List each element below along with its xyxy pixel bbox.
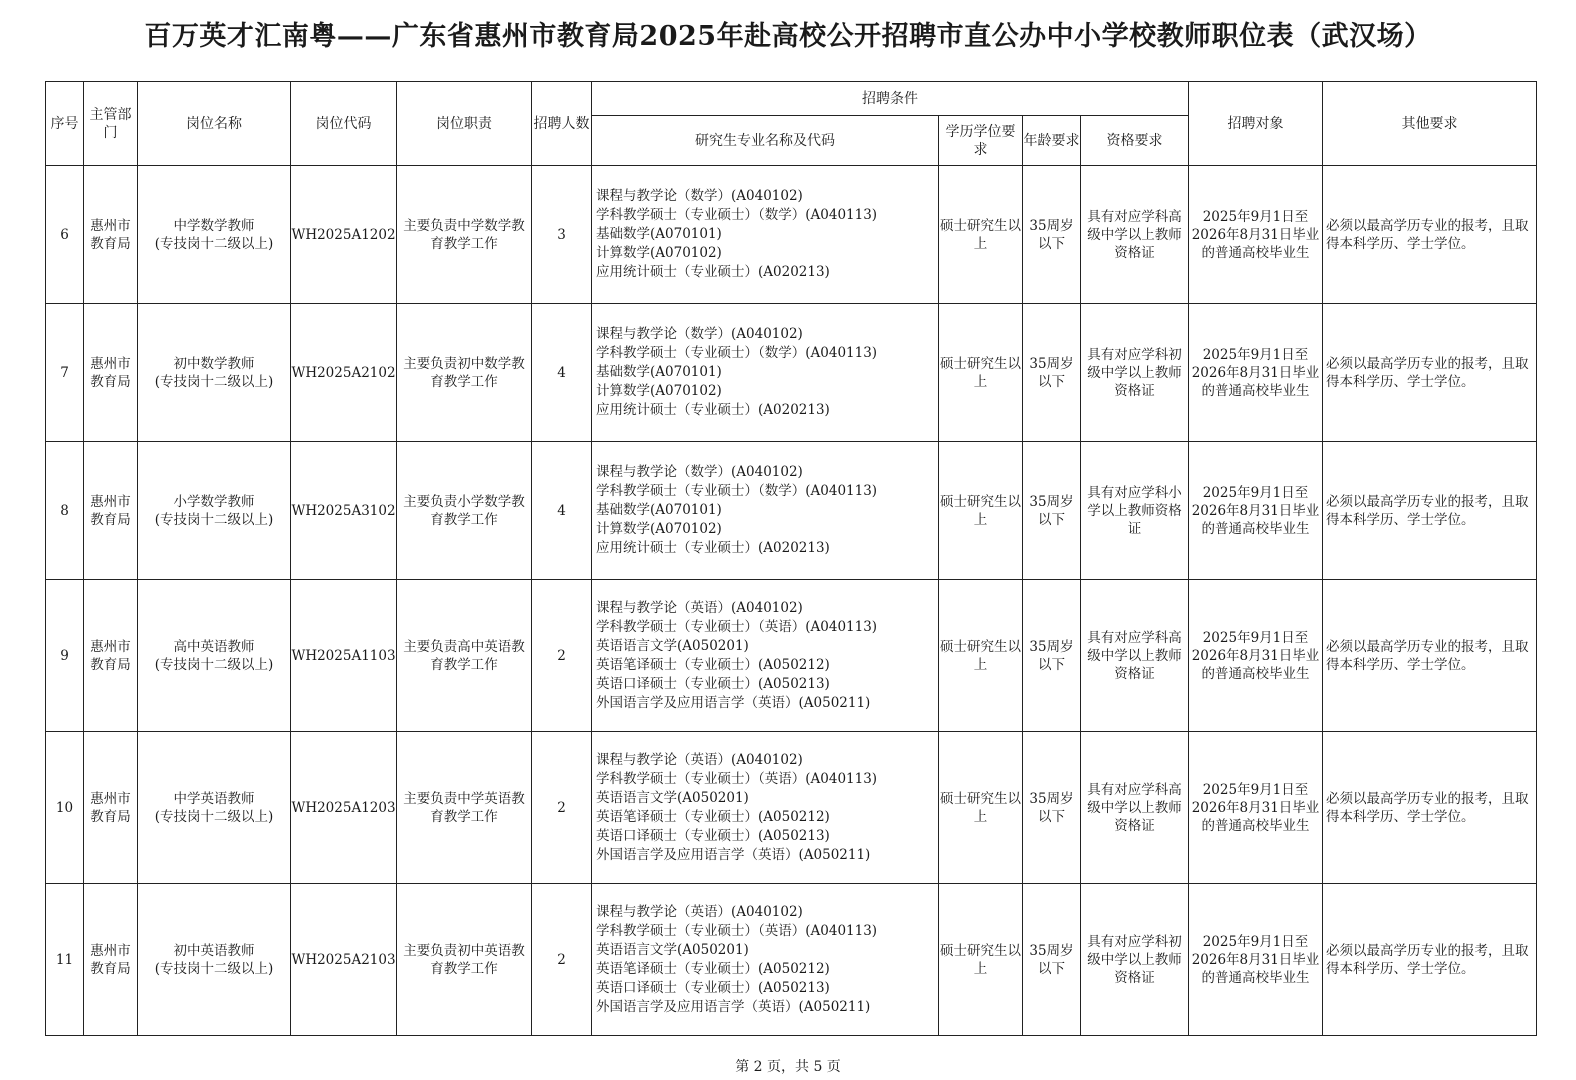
major-item: 学科教学硕士（专业硕士）（数学）(A040113) [596, 483, 878, 499]
major-item: 学科教学硕士（专业硕士）（数学）(A040113) [596, 345, 878, 361]
major-item: 学科教学硕士（专业硕士）（数学）(A040113) [596, 207, 878, 223]
positions-table [45, 81, 1537, 1036]
major-item: 英语笔译硕士（专业硕士）(A050212) [596, 656, 830, 673]
document-title: 百万英才汇南粤——广东省惠州市教育局2025年赴高校公开招聘市直公办中小学校教师职位表（武汉场） [144, 21, 1432, 52]
department-cell: 惠州市教育局 [84, 732, 138, 884]
major-item: 英语笔译硕士（专业硕士）(A050212) [596, 960, 830, 977]
header-seq: 序号 [46, 82, 84, 166]
seq-cell: 11 [46, 884, 84, 1036]
position-code-cell: WH2025A1203 [291, 732, 397, 884]
seq-cell: 6 [46, 166, 84, 304]
header-education: 学历学位要求 [939, 116, 1023, 166]
position-code-cell: WH2025A1202 [291, 166, 397, 304]
major-item: 应用统计硕士（专业硕士）(A020213) [596, 264, 830, 280]
education-cell: 硕士研究生以上 [939, 580, 1023, 732]
position-name-cell [138, 732, 291, 884]
age-cell: 35周岁以下 [1023, 580, 1081, 732]
age-cell: 35周岁以下 [1023, 304, 1081, 442]
seq-cell: 10 [46, 732, 84, 884]
position-title: 初中英语教师 [173, 942, 255, 959]
major-item: 英语语言文学(A050201) [596, 637, 749, 654]
position-name-cell [138, 166, 291, 304]
education-cell: 硕士研究生以上 [939, 442, 1023, 580]
position-code-cell: WH2025A2103 [291, 884, 397, 1036]
department-cell: 惠州市教育局 [84, 884, 138, 1036]
majors-cell [592, 884, 939, 1036]
education-cell: 硕士研究生以上 [939, 304, 1023, 442]
table-row [46, 884, 1537, 1036]
qualification-cell: 具有对应学科小学以上教师资格证 [1081, 442, 1189, 580]
target-cell: 2025年9月1日至2026年8月31日毕业的普通高校毕业生 [1189, 166, 1323, 304]
major-item: 课程与教学论（数学）(A040102) [596, 326, 803, 342]
major-item: 计算数学(A070102) [596, 245, 722, 261]
department-cell: 惠州市教育局 [84, 580, 138, 732]
position-title: 高中英语教师 [173, 638, 255, 655]
major-item: 基础数学(A070101) [596, 364, 722, 380]
seq-cell: 8 [46, 442, 84, 580]
position-title: 初中数学教师 [173, 355, 255, 372]
majors-cell [592, 580, 939, 732]
major-item: 英语口译硕士（专业硕士）(A050213) [596, 827, 830, 844]
major-item: 应用统计硕士（专业硕士）(A020213) [596, 540, 830, 556]
major-item: 外国语言学及应用语言学（英语）(A050211) [596, 694, 871, 711]
major-item: 英语笔译硕士（专业硕士）(A050212) [596, 808, 830, 825]
position-title: 中学英语教师 [173, 790, 255, 807]
seq-cell: 7 [46, 304, 84, 442]
header-conditions: 招聘条件 [592, 82, 1189, 116]
header-target: 招聘对象 [1189, 82, 1323, 166]
majors-cell [592, 166, 939, 304]
position-level: (专技岗十二级以上) [154, 656, 274, 673]
header-age: 年龄要求 [1023, 116, 1081, 166]
major-item: 学科教学硕士（专业硕士）（英语）(A040113) [596, 922, 878, 939]
age-cell: 35周岁以下 [1023, 732, 1081, 884]
department-cell: 惠州市教育局 [84, 442, 138, 580]
major-item: 计算数学(A070102) [596, 383, 722, 399]
major-item: 课程与教学论（数学）(A040102) [596, 464, 803, 480]
position-code-cell: WH2025A1103 [291, 580, 397, 732]
major-item: 外国语言学及应用语言学（英语）(A050211) [596, 998, 871, 1015]
qualification-cell: 具有对应学科高级中学以上教师资格证 [1081, 580, 1189, 732]
major-item: 课程与教学论（数学）(A040102) [596, 188, 803, 204]
count-cell: 3 [532, 166, 592, 304]
position-code-cell: WH2025A2102 [291, 304, 397, 442]
duties-cell: 主要负责高中英语教育教学工作 [397, 580, 532, 732]
other-requirements-cell: 必须以最高学历专业的报考，且取得本科学历、学士学位。 [1323, 732, 1537, 884]
position-name-cell [138, 304, 291, 442]
table-row [46, 580, 1537, 732]
count-cell: 2 [532, 884, 592, 1036]
target-cell: 2025年9月1日至2026年8月31日毕业的普通高校毕业生 [1189, 442, 1323, 580]
age-cell: 35周岁以下 [1023, 884, 1081, 1036]
major-item: 英语口译硕士（专业硕士）(A050213) [596, 979, 830, 996]
position-name-cell [138, 884, 291, 1036]
duties-cell: 主要负责初中英语教育教学工作 [397, 884, 532, 1036]
age-cell: 35周岁以下 [1023, 166, 1081, 304]
education-cell: 硕士研究生以上 [939, 884, 1023, 1036]
count-cell: 4 [532, 442, 592, 580]
table-row [46, 732, 1537, 884]
major-item: 课程与教学论（英语）(A040102) [596, 751, 803, 768]
target-cell: 2025年9月1日至2026年8月31日毕业的普通高校毕业生 [1189, 732, 1323, 884]
target-cell: 2025年9月1日至2026年8月31日毕业的普通高校毕业生 [1189, 304, 1323, 442]
major-item: 学科教学硕士（专业硕士）（英语）(A040113) [596, 618, 878, 635]
major-item: 英语语言文学(A050201) [596, 789, 749, 806]
table-row [46, 304, 1537, 442]
majors-cell [592, 442, 939, 580]
position-level: (专技岗十二级以上) [154, 235, 274, 252]
position-level: (专技岗十二级以上) [154, 373, 274, 390]
qualification-cell: 具有对应学科高级中学以上教师资格证 [1081, 166, 1189, 304]
position-level: (专技岗十二级以上) [154, 960, 274, 977]
header-department: 主管部门 [84, 82, 138, 166]
position-level: (专技岗十二级以上) [154, 511, 274, 528]
header-position-name: 岗位名称 [138, 82, 291, 166]
major-item: 计算数学(A070102) [596, 521, 722, 537]
department-cell: 惠州市教育局 [84, 304, 138, 442]
duties-cell: 主要负责中学英语教育教学工作 [397, 732, 532, 884]
duties-cell: 主要负责初中数学教育教学工作 [397, 304, 532, 442]
major-item: 学科教学硕士（专业硕士）（英语）(A040113) [596, 770, 878, 787]
other-requirements-cell: 必须以最高学历专业的报考，且取得本科学历、学士学位。 [1323, 166, 1537, 304]
position-code-cell: WH2025A3102 [291, 442, 397, 580]
table-row [46, 442, 1537, 580]
other-requirements-cell: 必须以最高学历专业的报考，且取得本科学历、学士学位。 [1323, 304, 1537, 442]
position-level: (专技岗十二级以上) [154, 808, 274, 825]
count-cell: 2 [532, 732, 592, 884]
qualification-cell: 具有对应学科高级中学以上教师资格证 [1081, 732, 1189, 884]
major-item: 基础数学(A070101) [596, 502, 722, 518]
table-row [46, 166, 1537, 304]
count-cell: 2 [532, 580, 592, 732]
age-cell: 35周岁以下 [1023, 442, 1081, 580]
qualification-cell: 具有对应学科初级中学以上教师资格证 [1081, 884, 1189, 1036]
header-majors: 研究生专业名称及代码 [592, 116, 939, 166]
header-position-code: 岗位代码 [291, 82, 397, 166]
major-item: 外国语言学及应用语言学（英语）(A050211) [596, 846, 871, 863]
header-count: 招聘人数 [532, 82, 592, 166]
qualification-cell: 具有对应学科初级中学以上教师资格证 [1081, 304, 1189, 442]
header-row-1 [46, 82, 1537, 116]
other-requirements-cell: 必须以最高学历专业的报考，且取得本科学历、学士学位。 [1323, 442, 1537, 580]
major-item: 英语语言文学(A050201) [596, 941, 749, 958]
major-item: 应用统计硕士（专业硕士）(A020213) [596, 402, 830, 418]
header-qualification: 资格要求 [1081, 116, 1189, 166]
duties-cell: 主要负责小学数学教育教学工作 [397, 442, 532, 580]
position-title: 中学数学教师 [173, 217, 255, 234]
major-item: 基础数学(A070101) [596, 226, 722, 242]
position-name-cell [138, 580, 291, 732]
header-other: 其他要求 [1323, 82, 1537, 166]
table-body [46, 166, 1537, 1036]
page-number: 第 2 页，共 5 页 [735, 1059, 841, 1075]
major-item: 课程与教学论（英语）(A040102) [596, 903, 803, 920]
education-cell: 硕士研究生以上 [939, 732, 1023, 884]
duties-cell: 主要负责中学数学教育教学工作 [397, 166, 532, 304]
header-duties: 岗位职责 [397, 82, 532, 166]
position-title: 小学数学教师 [173, 493, 255, 510]
seq-cell: 9 [46, 580, 84, 732]
department-cell: 惠州市教育局 [84, 166, 138, 304]
major-item: 英语口译硕士（专业硕士）(A050213) [596, 675, 830, 692]
other-requirements-cell: 必须以最高学历专业的报考，且取得本科学历、学士学位。 [1323, 580, 1537, 732]
target-cell: 2025年9月1日至2026年8月31日毕业的普通高校毕业生 [1189, 884, 1323, 1036]
majors-cell [592, 732, 939, 884]
education-cell: 硕士研究生以上 [939, 166, 1023, 304]
count-cell: 4 [532, 304, 592, 442]
other-requirements-cell: 必须以最高学历专业的报考，且取得本科学历、学士学位。 [1323, 884, 1537, 1036]
majors-cell [592, 304, 939, 442]
major-item: 课程与教学论（英语）(A040102) [596, 599, 803, 616]
target-cell: 2025年9月1日至2026年8月31日毕业的普通高校毕业生 [1189, 580, 1323, 732]
position-name-cell [138, 442, 291, 580]
